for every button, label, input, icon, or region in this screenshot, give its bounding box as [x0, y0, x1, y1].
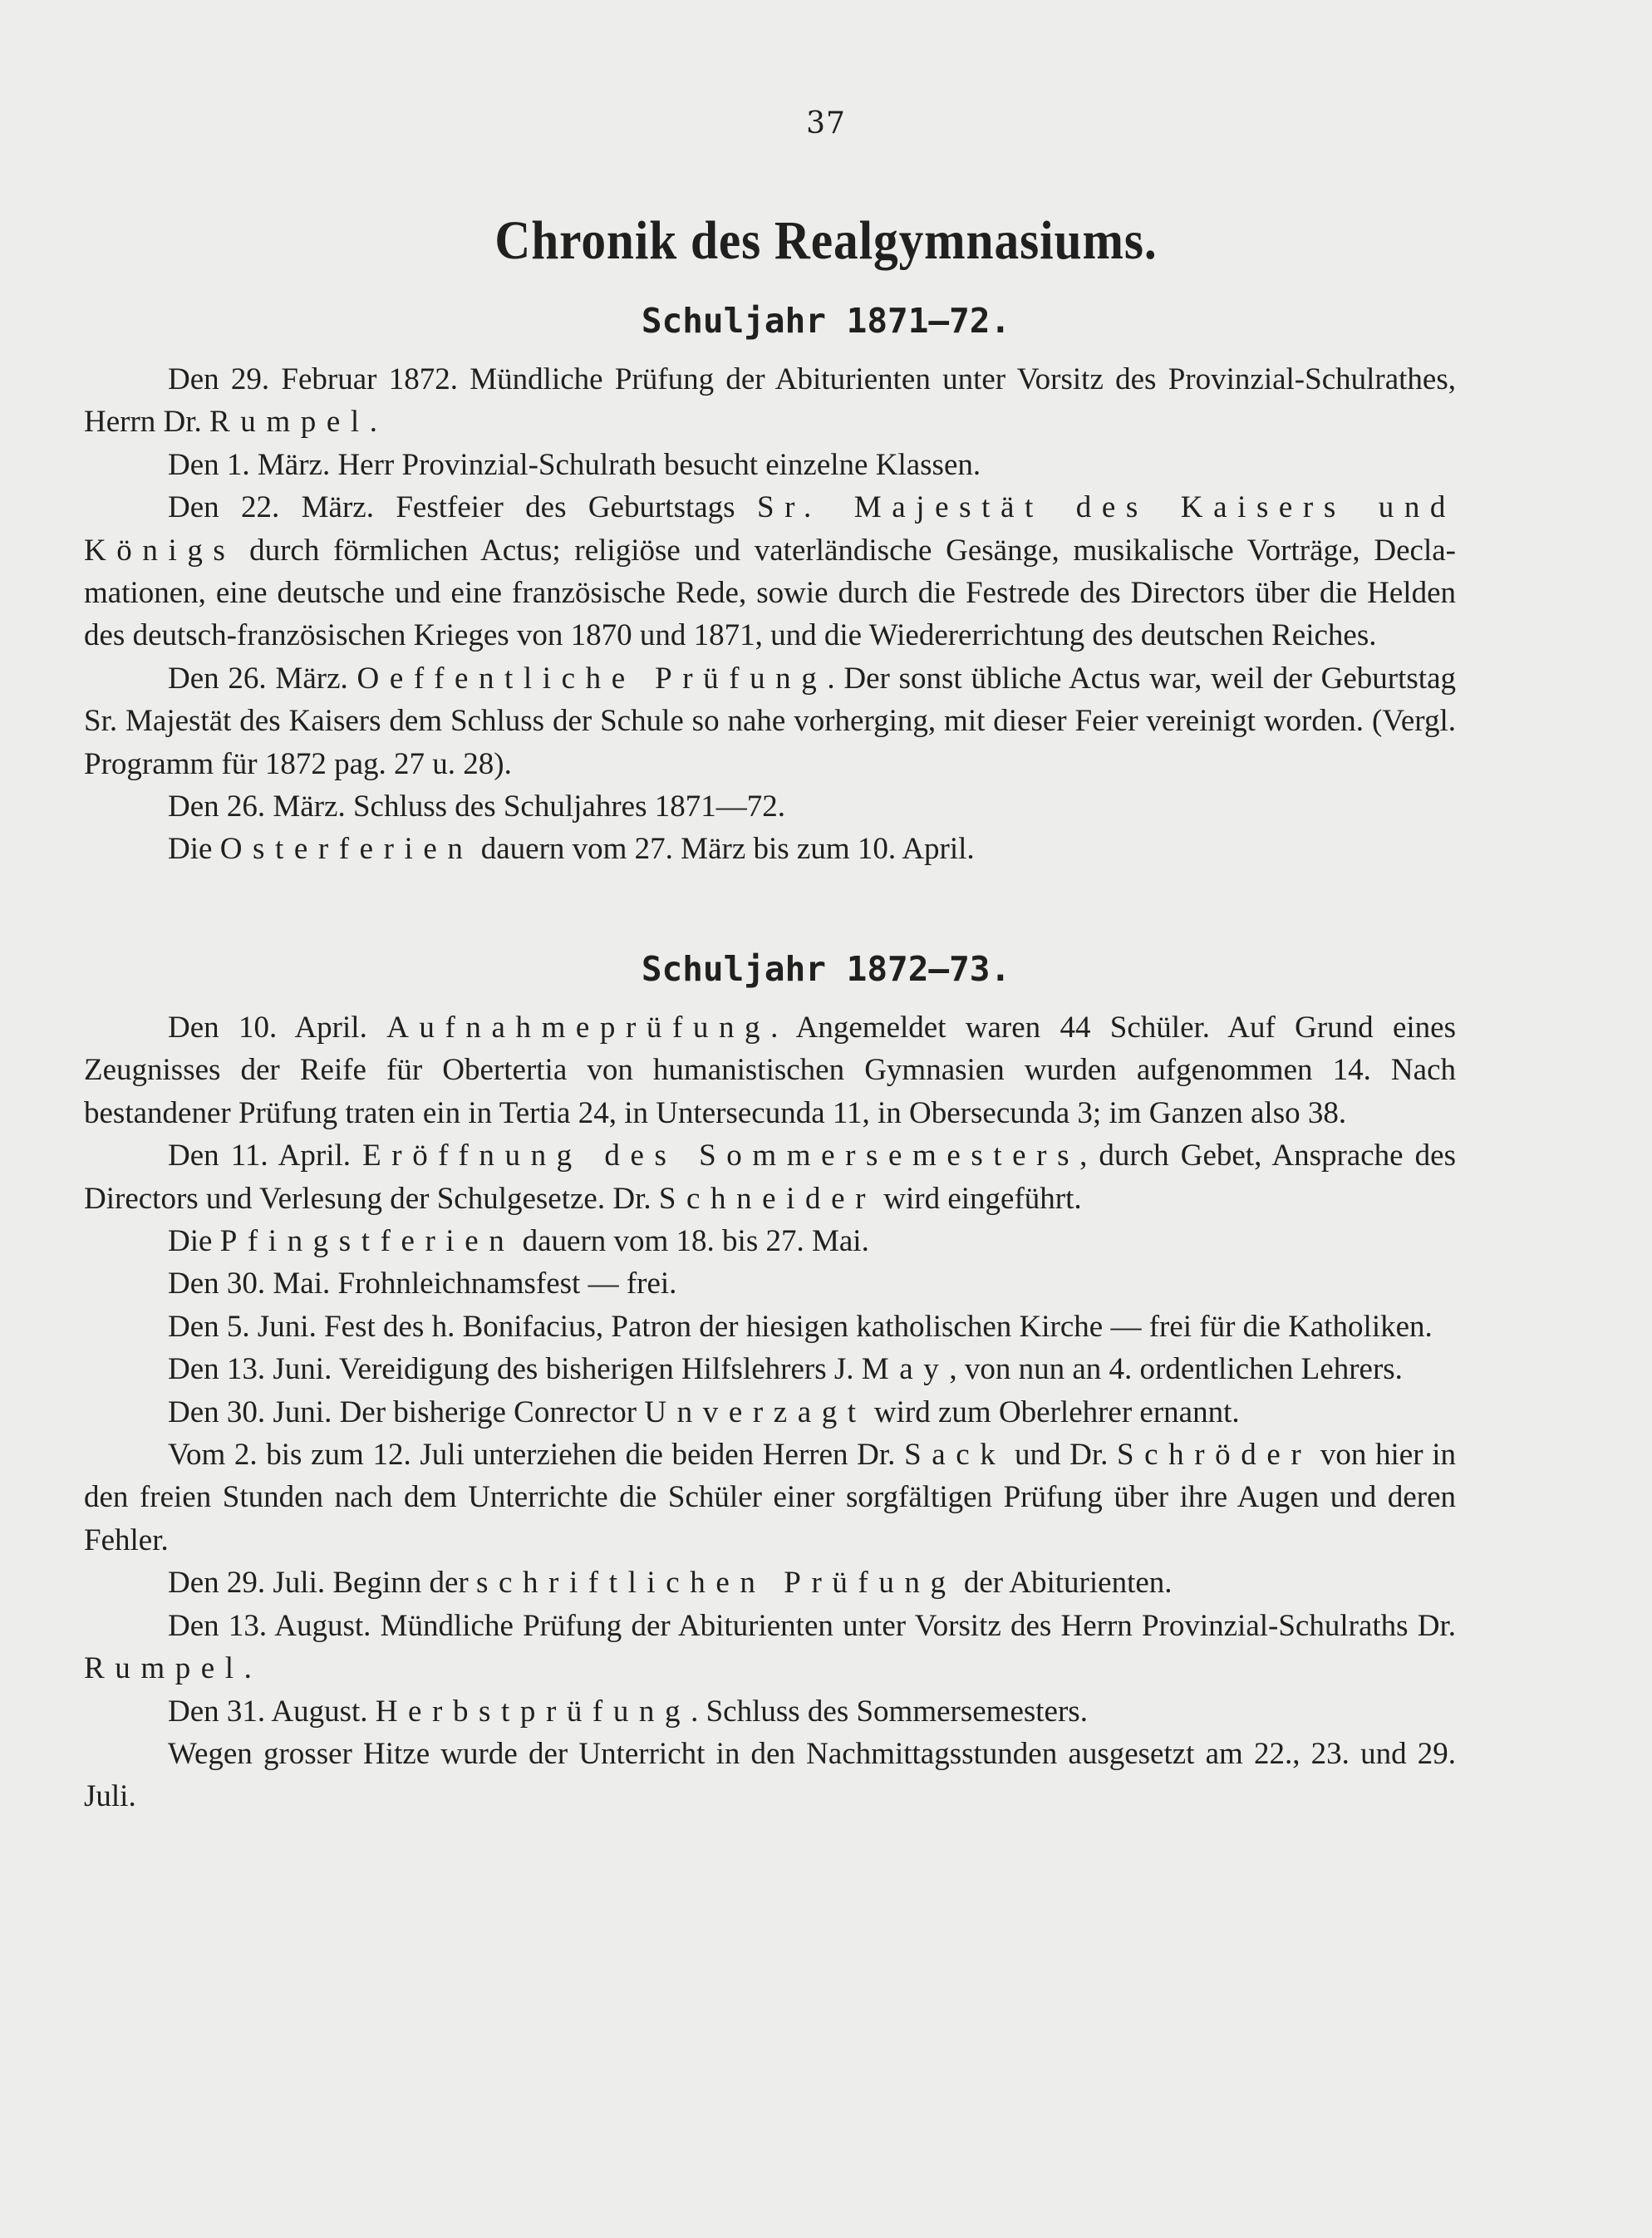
- page-title: Chronik des Realgymnasiums.: [494, 210, 1158, 271]
- page-number: 37: [806, 106, 846, 140]
- section-heading-1872: Schuljahr 1872—73.: [641, 949, 1011, 989]
- section-body-1872: [84, 1006, 1456, 1818]
- entry: Die Osterferien dauern vom 27. März bis zum 10. April.: [168, 832, 975, 867]
- entry: Wegen grosser Hitze wurde der Unterricht in den Nachmittagsstunden ausgesetzt am 22., 23. und 29. Juli.: [84, 1736, 1456, 1814]
- entry: Den 5. Juni. Fest des h. Bonifacius, Patron der hiesigen katholischen Kirche — frei für die Katholiken.: [168, 1309, 1433, 1344]
- entry: Den 13. Juni. Vereidigung des bisherigen Hilfslehrers J. May, von nun an 4. ordentlichen Lehrers.: [168, 1352, 1403, 1387]
- entry: Den 29. Juli. Beginn der schriftlichen Prüfung der Abiturienten.: [168, 1566, 1173, 1601]
- entry: Den 30. Juni. Der bisherige Conrector Unverzagt wird zum Oberlehrer ernannt.: [168, 1394, 1240, 1429]
- entry: Den 1. März. Herr Provinzial-Schulrath besucht einzelne Klassen.: [168, 447, 981, 482]
- entry: Vom 2. bis zum 12. Juli unterziehen die beiden Herren Dr. Sack und Dr. Schröder von hier in den freien Stunden nach dem Unterrichte die Schüler einer sorgfältigen Prüfung über ihre Augen und deren Fehler.: [84, 1438, 1456, 1557]
- entry: Den 10. April. Aufnahmeprüfung. Angemeldet waren 44 Schüler. Auf Grund eines Zeugnisses der Reife für Obertertia von humanistischen Gymnasien wurden aufgenommen 14. Nach bestandener Prüfung traten ein in Tertia 24, in Untersecunda 11, in Obersecunda 3; im Ganzen also 38.: [84, 1011, 1457, 1130]
- entry: Die Pfingstferien dauern vom 18. bis 27. Mai.: [168, 1224, 869, 1259]
- entry: Den 22. März. Festfeier des Geburtstags Sr. Majestät des Kaisers und Königs durch förmlichen Actus; religiöse und vaterländische Gesänge, musikalische Vorträge, Declamationen, eine deutsche und eine französische Rede, sowie durch die Festrede des Directors über die Helden des deutsch-französischen Krieges von 1870 und 1871, und die Wiedererrichtung des deutschen Reiches.: [84, 490, 1456, 653]
- section-body-1871: [84, 358, 1456, 871]
- entry: Den 29. Februar 1872. Mündliche Prüfung der Abiturienten unter Vorsitz des Provinzial-Schulrathes, Herrn Dr. Rumpel.: [84, 362, 1456, 440]
- entry: Den 30. Mai. Frohnleichnamsfest — frei.: [168, 1267, 677, 1301]
- entry: Den 31. August. Herbstprüfung. Schluss des Sommersemesters.: [168, 1694, 1088, 1729]
- entry: Den 13. August. Mündliche Prüfung der Abiturienten unter Vorsitz des Herrn Provinzial-Schulraths Dr. Rumpel.: [84, 1608, 1456, 1686]
- entry: Den 26. März. Oeffentliche Prüfung. Der sonst übliche Actus war, weil der Geburtstag Sr. Majestät des Kaisers dem Schluss der Schule so nahe vorherging, mit dieser Feier vereinigt worden. (Vergl. Programm für 1872 pag. 27 u. 28).: [84, 661, 1457, 781]
- entry: Den 11. April. Eröffnung des Sommersemesters, durch Gebet, Ansprache des Directors und Verlesung der Schulgesetze. Dr. Schneider wird eingeführt.: [84, 1139, 1456, 1216]
- entry: Den 26. März. Schluss des Schuljahres 1871—72.: [168, 789, 785, 824]
- section-heading-1871: Schuljahr 1871—72.: [641, 301, 1011, 341]
